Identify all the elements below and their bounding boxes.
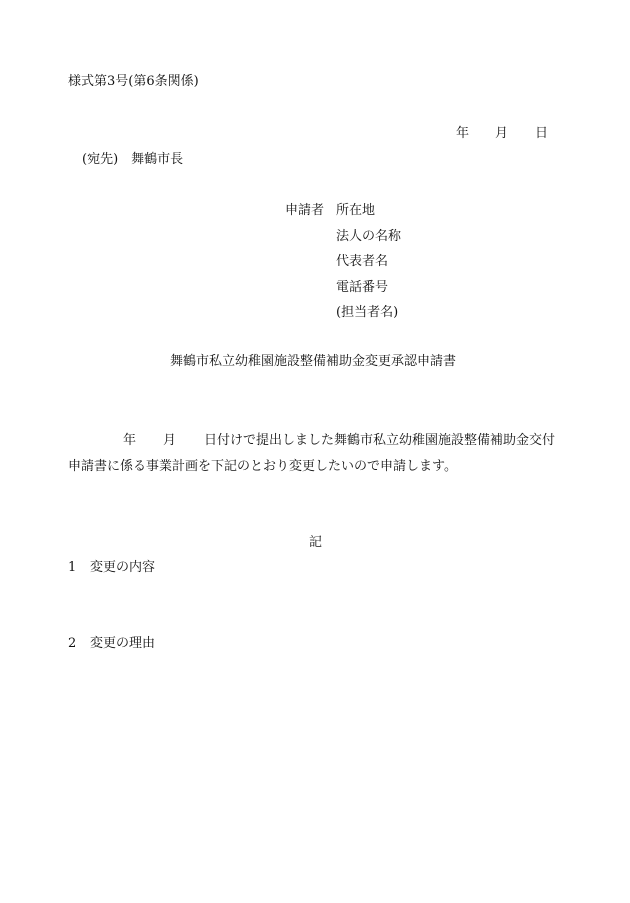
item-label-change-reason: 変更の理由 [90, 636, 156, 651]
item-number: 1 [68, 560, 77, 575]
ki-heading: 記 [309, 535, 323, 550]
date-day-label: 日 [535, 126, 549, 141]
addressee: (宛先) 舞鶴市長 [82, 152, 184, 167]
form-number: 様式第3号(第6条関係) [68, 74, 199, 89]
date-month-label: 月 [495, 126, 509, 141]
body-text-line-2: 申請書に係る事業計画を下記のとおり変更したいので申請します。 [68, 459, 457, 474]
applicant-field-phone: 電話番号 [336, 280, 389, 295]
applicant-field-contact-person: (担当者名) [336, 305, 399, 320]
applicant-field-representative: 代表者名 [336, 254, 389, 269]
applicant-field-corporation-name: 法人の名称 [336, 229, 402, 244]
document-title: 舞鶴市私立幼稚園施設整備補助金変更承認申請書 [170, 354, 457, 369]
item-label-change-content: 変更の内容 [90, 560, 156, 575]
item-number: 2 [68, 636, 77, 651]
body-year-label: 年 [123, 433, 137, 448]
date-year-label: 年 [456, 126, 470, 141]
body-text-line-1: 日付けで提出しました舞鶴市私立幼稚園施設整備補助金交付 [204, 433, 556, 448]
applicant-field-address: 所在地 [336, 203, 376, 218]
applicant-label: 申請者 [285, 203, 325, 218]
body-month-label: 月 [163, 433, 177, 448]
